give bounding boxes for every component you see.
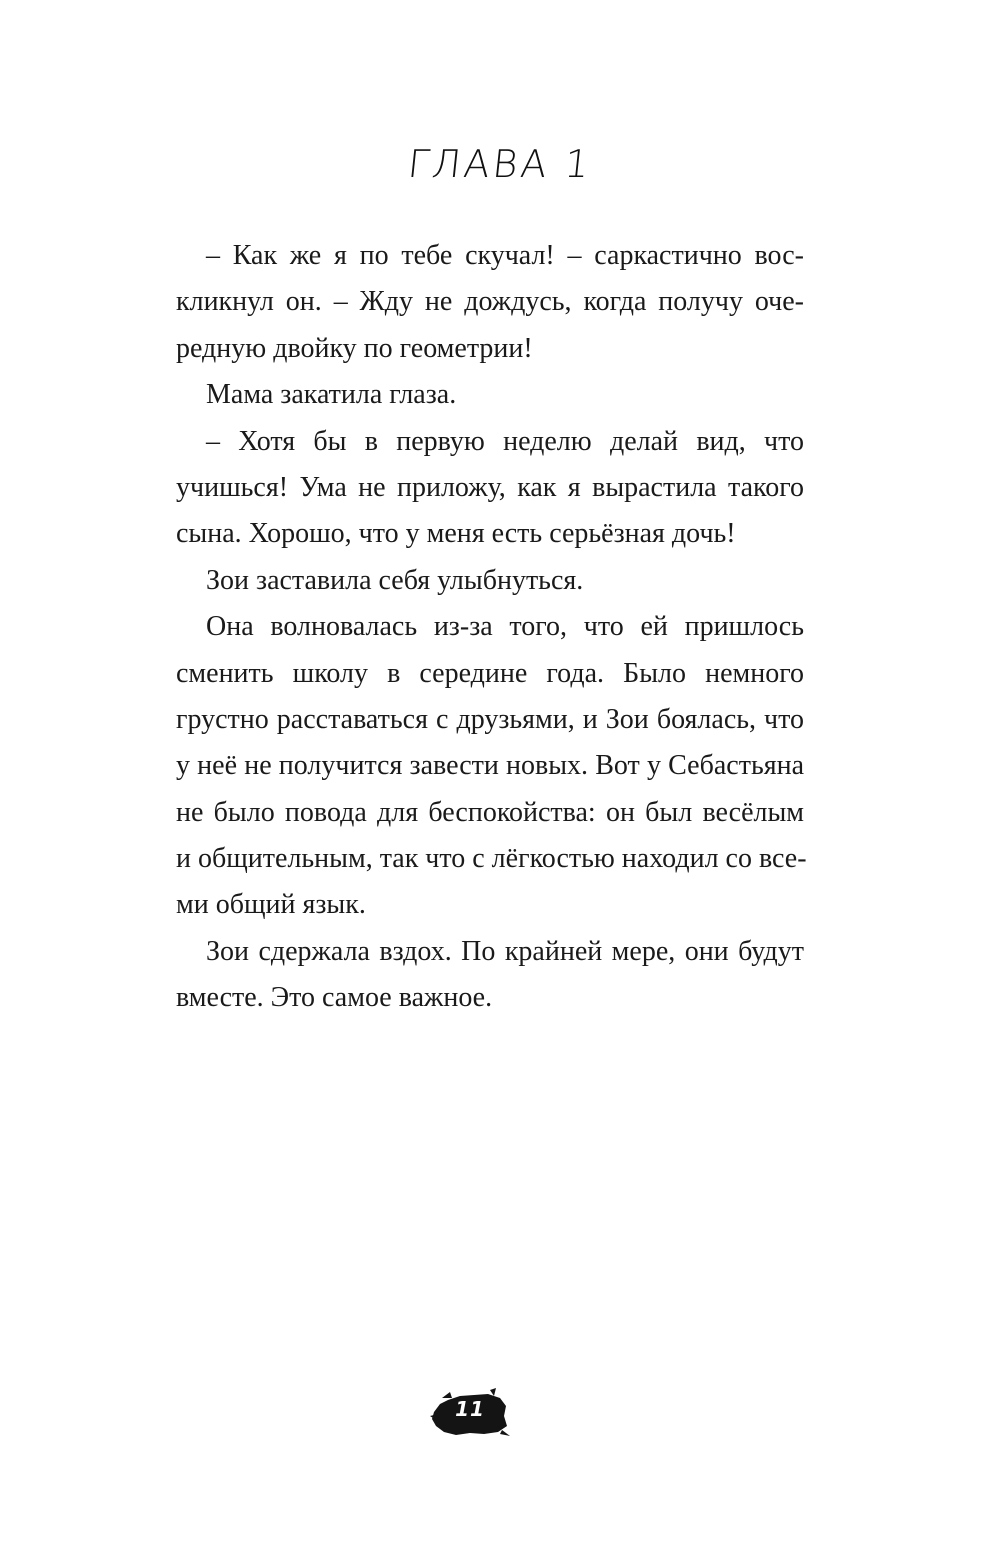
text-line: сменить школу в середине года. Было немного: [176, 657, 804, 689]
text-line: и общительным, так что с лёгкостью находил со все-: [176, 843, 807, 875]
text-line: Зои сдержала вздох. По крайней мере, они будут: [206, 935, 804, 967]
chapter-title: ГЛАВА 1: [405, 142, 595, 186]
text-line: не было повода для беспокойства: он был весёлым: [176, 796, 804, 828]
text-line: редную двойку по геометрии!: [176, 332, 533, 364]
text-line: Она волновалась из-за того, что ей пришлось: [206, 611, 804, 643]
text-line: кликнул он. – Жду не дождусь, когда получу оче-: [176, 286, 804, 318]
page-number-badge: [430, 1386, 510, 1442]
text-line: вместе. Это самое важное.: [176, 982, 493, 1014]
text-line: Зои заставила себя улыбнуться.: [206, 564, 584, 596]
text-line: Мама закатила глаза.: [206, 379, 457, 411]
text-line: учишься! Ума не приложу, как я вырастила такого: [176, 471, 804, 503]
text-line: грустно расставаться с друзьями, и Зои боялась, что: [176, 703, 804, 735]
text-line: – Хотя бы в первую неделю делай вид, что: [206, 425, 804, 457]
body-text: [176, 233, 807, 1022]
text-line: ми общий язык.: [176, 889, 366, 921]
text-line: сына. Хорошо, что у меня есть серьёзная дочь!: [176, 518, 736, 550]
page-number: 11: [455, 1397, 485, 1421]
text-line: у неё не получится завести новых. Вот у Себастьяна: [176, 750, 804, 782]
text-line: – Как же я по тебе скучал! – саркастично вос-: [206, 240, 804, 271]
